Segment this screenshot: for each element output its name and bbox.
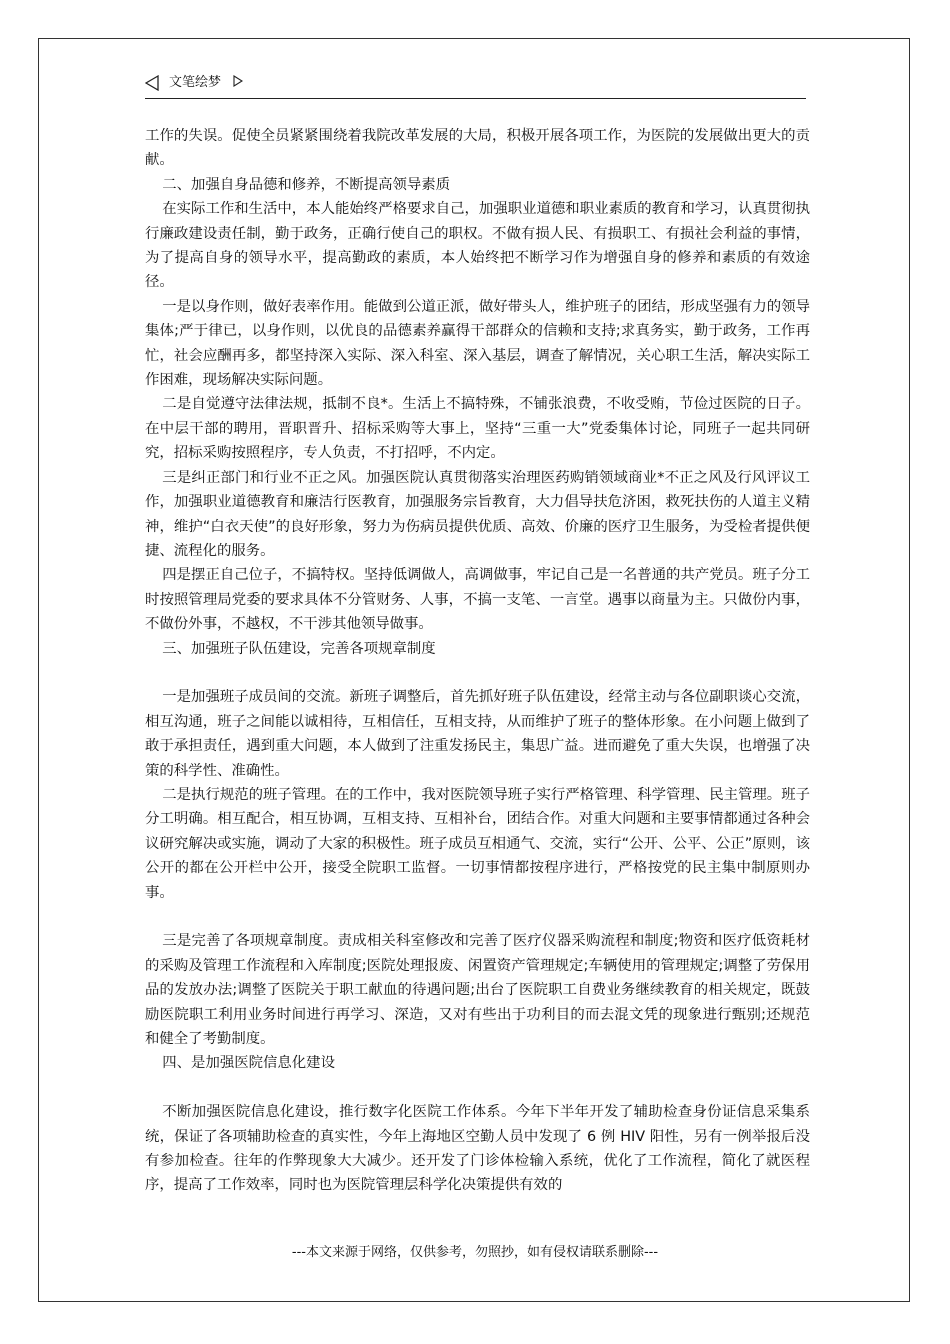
triangle-right-icon — [233, 75, 243, 87]
paragraph: 三是纠正部门和行业不正之风。加强医院认真贯彻落实治理医药购销领域商业*不正之风及行风评议工作，加强职业道德教育和廉洁行医教育，加强服务宗旨教育，大力倡导扶危济困，救死扶伤的人道主义精神，维护“白衣天使”的良好形象，努力为伤病员提供优质、高效、价廉的医疗卫生服务，为受检者提供便捷、流程化的服务。 — [145, 469, 810, 559]
paragraph: 一是加强班子成员间的交流。新班子调整后，首先抓好班子队伍建设，经常主动与各位副职谈心交流，相互沟通，班子之间能以诚相待，互相信任，互相支持，从而维护了班子的整体形象。在小问题上做到了敢于承担责任，遇到重大问题，本人做到了注重发扬民主，集思广益。进而避免了重大失误，也增强了决策的科学性、准确性。 — [145, 689, 810, 779]
paragraph: 二是执行规范的班子管理。在的工作中，我对医院领导班子实行严格管理、科学管理、民主管理。班子分工明确。相互配合，相互协调，互相支持、互相补台，团结合作。对重大问题和主要事情都通过各种会议研究解决或实施，调动了大家的积极性。班子成员互相通气、交流，实行“公开、公平、公正”原则，该公开的都在公开栏中公开，接受全院职工监督。一切事情都按程序进行，严格按党的民主集中制原则办事。 — [145, 786, 810, 901]
section-heading: 二、加强自身品德和修养，不断提高领导素质 — [162, 176, 451, 193]
paragraph: 四是摆正自己位子，不搞特权。坚持低调做人，高调做事，牢记自己是一名普通的共产党员。班子分工时按照管理局党委的要求具体不分管财务、人事，不搞一支笔、一言堂。遇事以商量为主。只做份内事，不做份外事，不越权，不干涉其他领导做事。 — [145, 567, 810, 633]
paragraph: 不断加强医院信息化建设，推行数字化医院工作体系。今年下半年开发了辅助检查身份证信息采集系统，保证了各项辅助检查的真实性，今年上海地区空勤人员中发现了 6 例 HIV 阳性，另有一例举报后没有参加检查。往年的作弊现象大大减少。还开发了门诊体检输入系统，优化了工作流程，简化了就医程序，提高了工作效率，同时也为医院管理层科学化决策提供有效的 — [145, 1104, 810, 1194]
section-heading: 四、是加强医院信息化建设 — [162, 1055, 335, 1072]
paragraph: 在实际工作和生活中，本人能始终严格要求自己，加强职业道德和职业素质的教育和学习，认真贯彻执行廉政建设责任制，勤于政务，正确行使自己的职权。不做有损人民、有损职工、有损社会利益的事情，为了提高自身的领导水平，提高勤政的素质，本人始终把不断学习作为增强自身的修养和素质的有效途径。 — [145, 201, 810, 291]
paragraph: 二是自觉遵守法律法规，抵制不良*。生活上不搞特殊，不铺张浪费，不收受贿，节俭过医院的日子。在中层干部的聘用，晋职晋升、招标采购等大事上，坚持“三重一大”党委集体讨论，同班子一起共同研究，招标采购按照程序，专人负责，不打招呼，不内定。 — [145, 396, 810, 462]
footer-disclaimer: ---本文来源于网络，仅供参考，勿照抄，如有侵权请联系删除--- — [291, 1245, 659, 1260]
triangle-left-icon — [145, 75, 159, 91]
page-header — [145, 72, 806, 99]
document-body — [145, 124, 810, 1198]
blank-line — [145, 1076, 810, 1100]
paragraph: 三是完善了各项规章制度。责成相关科室修改和完善了医疗仪器采购流程和制度;物资和医疗低资耗材的采购及管理工作流程和入库制度;医院处理报废、闲置资产管理规定;车辆使用的管理规定;调整了劳保用品的发放办法;调整了医院关于职工献血的待遇问题;出台了医院职工自费业务继续教育的相关规定，既鼓励医院职工利用业务时间进行再学习、深造，又对有些出于功利目的而去混文凭的现象进行甄别;还规范和健全了考勤制度。 — [145, 933, 810, 1047]
blank-line — [145, 905, 810, 929]
paragraph: 一是以身作则，做好表率作用。能做到公道正派，做好带头人，维护班子的团结，形成坚强有力的领导集体;严于律已，以身作则，以优良的品德素养赢得干部群众的信赖和支持;求真务实，勤于政务，工作再忙，社会应酬再多，都坚持深入实际、深入科室、深入基层，调查了解情况，关心职工生活，解决实际工作困难，现场解决实际问题。 — [145, 298, 810, 389]
blank-line — [145, 661, 810, 685]
header-title: 文笔绘梦 — [169, 75, 222, 90]
paragraph: 工作的失误。促使全员紧紧围绕着我院改革发展的大局，积极开展各项工作，为医院的发展做出更大的贡献。 — [145, 128, 810, 169]
section-heading: 三、加强班子队伍建设，完善各项规章制度 — [162, 640, 436, 657]
